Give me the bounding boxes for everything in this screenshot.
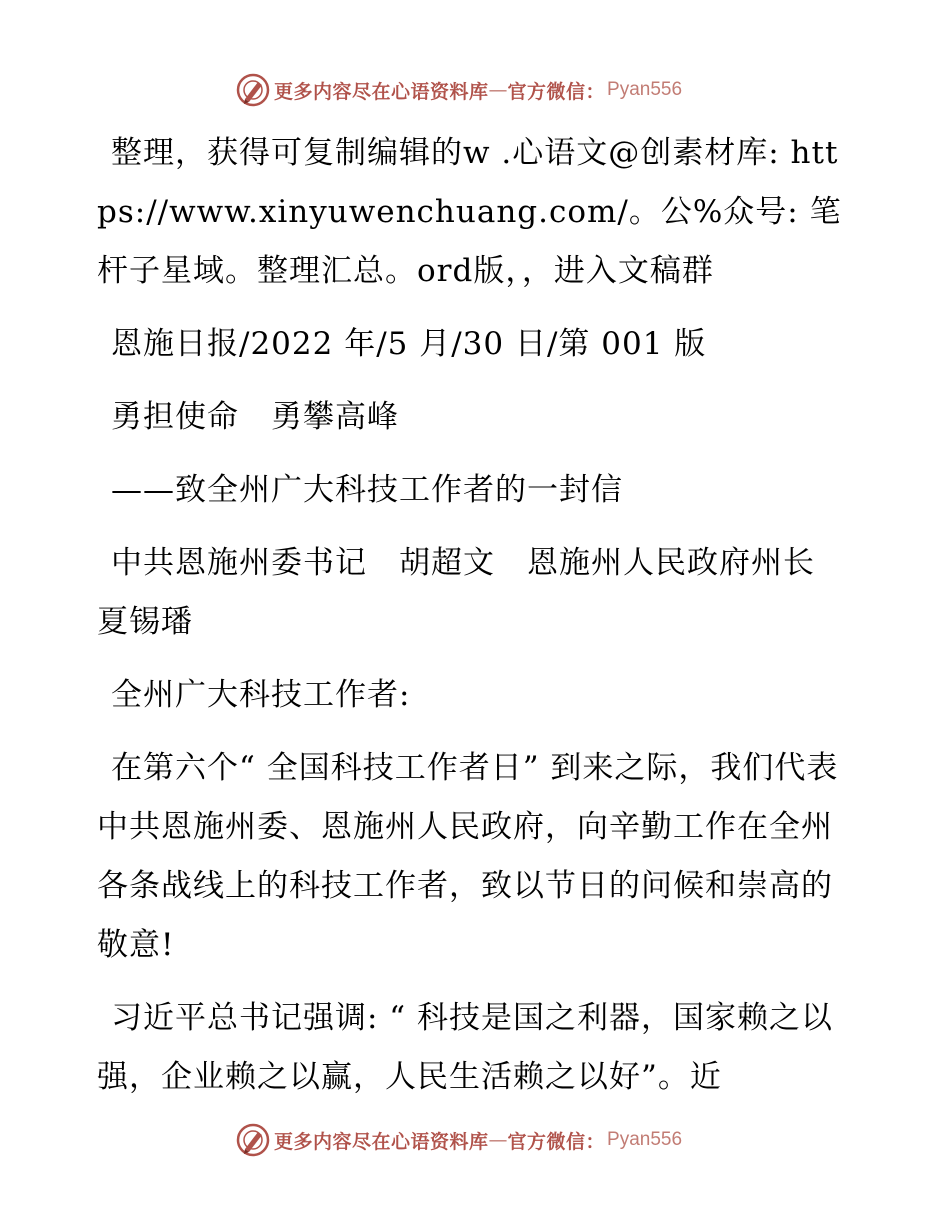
body-paragraph-2: 习近平总书记强调: “ 科技是国之利器，国家赖之以强，企业赖之以赢，人民生活赖之以好”。近 [97, 1000, 833, 1095]
watermark-label: 官方微信： [507, 80, 606, 103]
watermark-text: 更多内容尽在心语资料库 [274, 1130, 489, 1153]
watermark-label: 官方微信： [507, 1130, 606, 1153]
watermark-wechat-id: Pyan556 [607, 79, 683, 100]
author-line: 中共恩施州委书记 胡超文 恩施州人民政府州长 夏锡璠 [97, 545, 847, 640]
watermark-banner-top [236, 72, 682, 108]
watermark-text: 更多内容尽在心语资料库 [274, 80, 489, 103]
source-line: 恩施日报/2022 年/5 月/30 日/第 001 版 [111, 326, 707, 362]
document-body [97, 124, 857, 1121]
watermark-separator: — [488, 79, 508, 101]
watermark-banner-bottom [236, 1122, 682, 1158]
article-title: 勇担使命 勇攀高峰 [111, 399, 399, 435]
pen-logo-icon [236, 1123, 270, 1157]
salutation: 全州广大科技工作者: [111, 677, 411, 713]
watermark-separator: — [488, 1129, 508, 1151]
body-paragraph-1: 在第六个“ 全国科技工作者日” 到来之际，我们代表中共恩施州委、恩施州人民政府，向辛勤工作在全州各条战线上的科技工作者，致以节日的问候和崇高的敬意! [97, 750, 839, 963]
intro-paragraph: 整理，获得可复制编辑的w .心语文@创素材库: https://www.xinyuwenchuang.com/。公%众号: 笔杆子星域。整理汇总。ord版，，进入文稿群 [97, 135, 842, 289]
pen-logo-icon [236, 73, 270, 107]
article-subtitle: ——致全州广大科技工作者的一封信 [111, 472, 623, 508]
watermark-wechat-id: Pyan556 [607, 1129, 683, 1150]
